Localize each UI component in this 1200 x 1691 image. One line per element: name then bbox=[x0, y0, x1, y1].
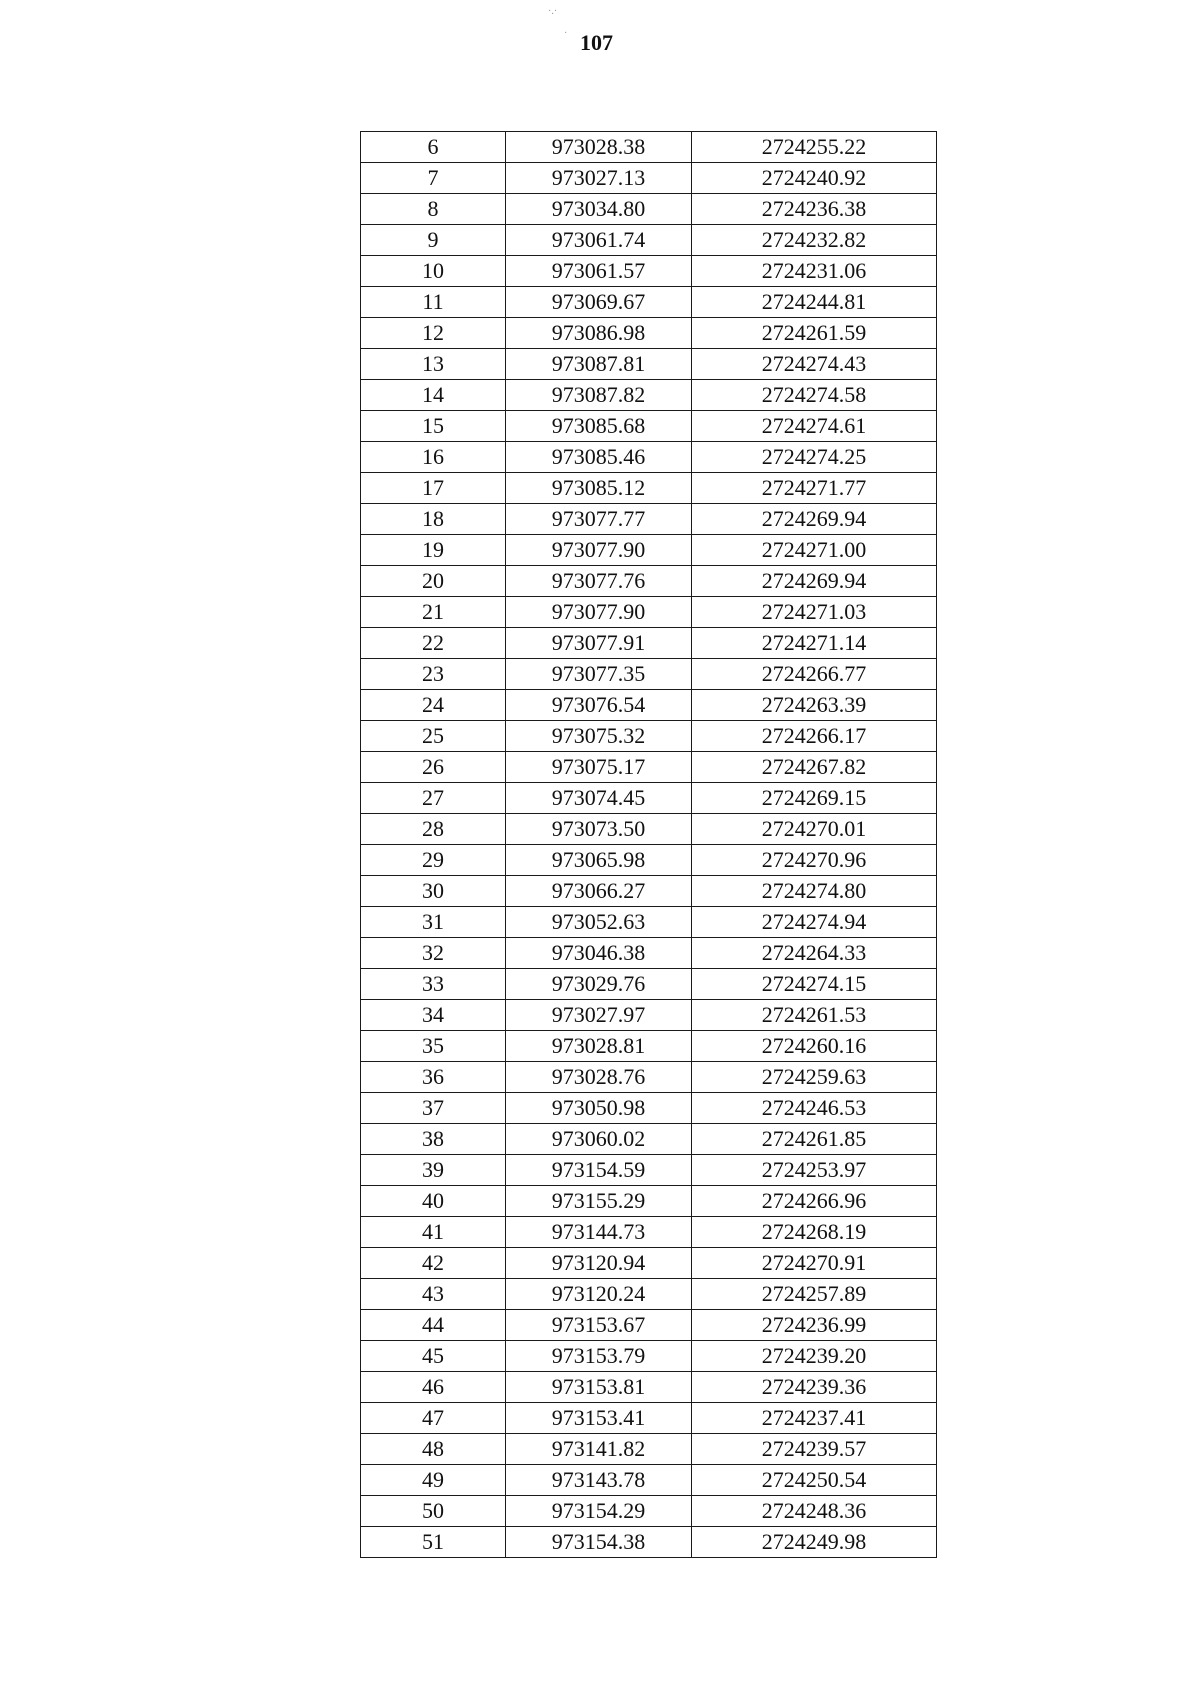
x-coordinate-cell: 973086.98 bbox=[506, 318, 692, 349]
y-coordinate-cell: 2724269.94 bbox=[692, 504, 937, 535]
x-coordinate-cell: 973028.76 bbox=[506, 1062, 692, 1093]
x-coordinate-cell: 973075.32 bbox=[506, 721, 692, 752]
point-number-cell: 35 bbox=[361, 1031, 506, 1062]
table-row bbox=[361, 1403, 937, 1434]
x-coordinate-cell: 973077.77 bbox=[506, 504, 692, 535]
y-coordinate-cell: 2724271.77 bbox=[692, 473, 937, 504]
scan-speck: ·.· bbox=[548, 6, 558, 17]
point-number-cell: 43 bbox=[361, 1279, 506, 1310]
table-row bbox=[361, 876, 937, 907]
y-coordinate-cell: 2724236.99 bbox=[692, 1310, 937, 1341]
table-row bbox=[361, 938, 937, 969]
y-coordinate-cell: 2724248.36 bbox=[692, 1496, 937, 1527]
x-coordinate-cell: 973061.74 bbox=[506, 225, 692, 256]
page-number: 107 bbox=[580, 30, 613, 55]
y-coordinate-cell: 2724268.19 bbox=[692, 1217, 937, 1248]
y-coordinate-cell: 2724270.91 bbox=[692, 1248, 937, 1279]
y-coordinate-cell: 2724253.97 bbox=[692, 1155, 937, 1186]
point-number-cell: 48 bbox=[361, 1434, 506, 1465]
x-coordinate-cell: 973087.81 bbox=[506, 349, 692, 380]
y-coordinate-cell: 2724261.85 bbox=[692, 1124, 937, 1155]
y-coordinate-cell: 2724274.94 bbox=[692, 907, 937, 938]
y-coordinate-cell: 2724261.53 bbox=[692, 1000, 937, 1031]
x-coordinate-cell: 973066.27 bbox=[506, 876, 692, 907]
x-coordinate-cell: 973153.41 bbox=[506, 1403, 692, 1434]
y-coordinate-cell: 2724263.39 bbox=[692, 690, 937, 721]
x-coordinate-cell: 973077.90 bbox=[506, 535, 692, 566]
point-number-cell: 46 bbox=[361, 1372, 506, 1403]
x-coordinate-cell: 973087.82 bbox=[506, 380, 692, 411]
table-row bbox=[361, 1279, 937, 1310]
point-number-cell: 17 bbox=[361, 473, 506, 504]
table-row bbox=[361, 194, 937, 225]
point-number-cell: 24 bbox=[361, 690, 506, 721]
point-number-cell: 12 bbox=[361, 318, 506, 349]
y-coordinate-cell: 2724259.63 bbox=[692, 1062, 937, 1093]
x-coordinate-cell: 973085.68 bbox=[506, 411, 692, 442]
point-number-cell: 29 bbox=[361, 845, 506, 876]
y-coordinate-cell: 2724271.00 bbox=[692, 535, 937, 566]
point-number-cell: 36 bbox=[361, 1062, 506, 1093]
table-row bbox=[361, 752, 937, 783]
table-row bbox=[361, 1031, 937, 1062]
point-number-cell: 9 bbox=[361, 225, 506, 256]
y-coordinate-cell: 2724246.53 bbox=[692, 1093, 937, 1124]
point-number-cell: 11 bbox=[361, 287, 506, 318]
table-row bbox=[361, 380, 937, 411]
y-coordinate-cell: 2724274.25 bbox=[692, 442, 937, 473]
table-row bbox=[361, 969, 937, 1000]
x-coordinate-cell: 973144.73 bbox=[506, 1217, 692, 1248]
point-number-cell: 20 bbox=[361, 566, 506, 597]
x-coordinate-cell: 973077.35 bbox=[506, 659, 692, 690]
point-number-cell: 19 bbox=[361, 535, 506, 566]
table-row bbox=[361, 783, 937, 814]
table-row bbox=[361, 287, 937, 318]
x-coordinate-cell: 973028.38 bbox=[506, 132, 692, 163]
point-number-cell: 15 bbox=[361, 411, 506, 442]
table-row bbox=[361, 1093, 937, 1124]
table-row bbox=[361, 1155, 937, 1186]
x-coordinate-cell: 973052.63 bbox=[506, 907, 692, 938]
point-number-cell: 41 bbox=[361, 1217, 506, 1248]
x-coordinate-cell: 973154.59 bbox=[506, 1155, 692, 1186]
y-coordinate-cell: 2724239.57 bbox=[692, 1434, 937, 1465]
x-coordinate-cell: 973027.97 bbox=[506, 1000, 692, 1031]
table-row bbox=[361, 907, 937, 938]
table-row bbox=[361, 1310, 937, 1341]
table-row bbox=[361, 1124, 937, 1155]
x-coordinate-cell: 973120.24 bbox=[506, 1279, 692, 1310]
table-row bbox=[361, 1527, 937, 1558]
y-coordinate-cell: 2724266.96 bbox=[692, 1186, 937, 1217]
x-coordinate-cell: 973154.29 bbox=[506, 1496, 692, 1527]
point-number-cell: 42 bbox=[361, 1248, 506, 1279]
y-coordinate-cell: 2724270.96 bbox=[692, 845, 937, 876]
y-coordinate-cell: 2724240.92 bbox=[692, 163, 937, 194]
x-coordinate-cell: 973061.57 bbox=[506, 256, 692, 287]
table-row bbox=[361, 845, 937, 876]
x-coordinate-cell: 973034.80 bbox=[506, 194, 692, 225]
x-coordinate-cell: 973153.79 bbox=[506, 1341, 692, 1372]
table-row bbox=[361, 566, 937, 597]
y-coordinate-cell: 2724274.43 bbox=[692, 349, 937, 380]
point-number-cell: 34 bbox=[361, 1000, 506, 1031]
table-row bbox=[361, 814, 937, 845]
table-row bbox=[361, 659, 937, 690]
y-coordinate-cell: 2724269.15 bbox=[692, 783, 937, 814]
point-number-cell: 7 bbox=[361, 163, 506, 194]
x-coordinate-cell: 973050.98 bbox=[506, 1093, 692, 1124]
y-coordinate-cell: 2724237.41 bbox=[692, 1403, 937, 1434]
table-row bbox=[361, 442, 937, 473]
coordinates-table bbox=[360, 131, 937, 1558]
x-coordinate-cell: 973085.46 bbox=[506, 442, 692, 473]
table-row bbox=[361, 1217, 937, 1248]
point-number-cell: 50 bbox=[361, 1496, 506, 1527]
x-coordinate-cell: 973154.38 bbox=[506, 1527, 692, 1558]
x-coordinate-cell: 973077.76 bbox=[506, 566, 692, 597]
point-number-cell: 27 bbox=[361, 783, 506, 814]
table-row bbox=[361, 1341, 937, 1372]
point-number-cell: 31 bbox=[361, 907, 506, 938]
table-row bbox=[361, 597, 937, 628]
x-coordinate-cell: 973073.50 bbox=[506, 814, 692, 845]
y-coordinate-cell: 2724249.98 bbox=[692, 1527, 937, 1558]
point-number-cell: 49 bbox=[361, 1465, 506, 1496]
table-row bbox=[361, 690, 937, 721]
y-coordinate-cell: 2724264.33 bbox=[692, 938, 937, 969]
y-coordinate-cell: 2724261.59 bbox=[692, 318, 937, 349]
x-coordinate-cell: 973155.29 bbox=[506, 1186, 692, 1217]
y-coordinate-cell: 2724260.16 bbox=[692, 1031, 937, 1062]
scan-speck: · bbox=[564, 28, 568, 39]
y-coordinate-cell: 2724274.80 bbox=[692, 876, 937, 907]
y-coordinate-cell: 2724274.58 bbox=[692, 380, 937, 411]
table-row bbox=[361, 1372, 937, 1403]
y-coordinate-cell: 2724269.94 bbox=[692, 566, 937, 597]
point-number-cell: 10 bbox=[361, 256, 506, 287]
point-number-cell: 14 bbox=[361, 380, 506, 411]
x-coordinate-cell: 973085.12 bbox=[506, 473, 692, 504]
x-coordinate-cell: 973046.38 bbox=[506, 938, 692, 969]
point-number-cell: 16 bbox=[361, 442, 506, 473]
x-coordinate-cell: 973069.67 bbox=[506, 287, 692, 318]
table-row bbox=[361, 1496, 937, 1527]
point-number-cell: 38 bbox=[361, 1124, 506, 1155]
table-row bbox=[361, 349, 937, 380]
y-coordinate-cell: 2724250.54 bbox=[692, 1465, 937, 1496]
point-number-cell: 28 bbox=[361, 814, 506, 845]
y-coordinate-cell: 2724270.01 bbox=[692, 814, 937, 845]
table-row bbox=[361, 473, 937, 504]
point-number-cell: 26 bbox=[361, 752, 506, 783]
x-coordinate-cell: 973077.91 bbox=[506, 628, 692, 659]
table-row bbox=[361, 256, 937, 287]
point-number-cell: 45 bbox=[361, 1341, 506, 1372]
point-number-cell: 21 bbox=[361, 597, 506, 628]
point-number-cell: 33 bbox=[361, 969, 506, 1000]
table-row bbox=[361, 225, 937, 256]
x-coordinate-cell: 973076.54 bbox=[506, 690, 692, 721]
table-row bbox=[361, 1062, 937, 1093]
table-row bbox=[361, 132, 937, 163]
point-number-cell: 47 bbox=[361, 1403, 506, 1434]
point-number-cell: 6 bbox=[361, 132, 506, 163]
x-coordinate-cell: 973120.94 bbox=[506, 1248, 692, 1279]
point-number-cell: 51 bbox=[361, 1527, 506, 1558]
x-coordinate-cell: 973028.81 bbox=[506, 1031, 692, 1062]
x-coordinate-cell: 973077.90 bbox=[506, 597, 692, 628]
point-number-cell: 18 bbox=[361, 504, 506, 535]
point-number-cell: 40 bbox=[361, 1186, 506, 1217]
table-row bbox=[361, 411, 937, 442]
y-coordinate-cell: 2724239.20 bbox=[692, 1341, 937, 1372]
table-row bbox=[361, 1465, 937, 1496]
point-number-cell: 44 bbox=[361, 1310, 506, 1341]
table-row bbox=[361, 1248, 937, 1279]
point-number-cell: 8 bbox=[361, 194, 506, 225]
x-coordinate-cell: 973029.76 bbox=[506, 969, 692, 1000]
table-row bbox=[361, 1186, 937, 1217]
y-coordinate-cell: 2724236.38 bbox=[692, 194, 937, 225]
y-coordinate-cell: 2724266.17 bbox=[692, 721, 937, 752]
y-coordinate-cell: 2724239.36 bbox=[692, 1372, 937, 1403]
y-coordinate-cell: 2724274.61 bbox=[692, 411, 937, 442]
table-row bbox=[361, 1000, 937, 1031]
y-coordinate-cell: 2724267.82 bbox=[692, 752, 937, 783]
y-coordinate-cell: 2724231.06 bbox=[692, 256, 937, 287]
y-coordinate-cell: 2724232.82 bbox=[692, 225, 937, 256]
x-coordinate-cell: 973065.98 bbox=[506, 845, 692, 876]
y-coordinate-cell: 2724274.15 bbox=[692, 969, 937, 1000]
x-coordinate-cell: 973153.81 bbox=[506, 1372, 692, 1403]
point-number-cell: 30 bbox=[361, 876, 506, 907]
x-coordinate-cell: 973153.67 bbox=[506, 1310, 692, 1341]
table-body bbox=[361, 132, 937, 1558]
y-coordinate-cell: 2724266.77 bbox=[692, 659, 937, 690]
table-row bbox=[361, 1434, 937, 1465]
x-coordinate-cell: 973027.13 bbox=[506, 163, 692, 194]
table-row bbox=[361, 535, 937, 566]
table-row bbox=[361, 318, 937, 349]
point-number-cell: 32 bbox=[361, 938, 506, 969]
table-row bbox=[361, 504, 937, 535]
y-coordinate-cell: 2724271.03 bbox=[692, 597, 937, 628]
x-coordinate-cell: 973141.82 bbox=[506, 1434, 692, 1465]
table-row bbox=[361, 721, 937, 752]
table-row bbox=[361, 163, 937, 194]
point-number-cell: 23 bbox=[361, 659, 506, 690]
table-row bbox=[361, 628, 937, 659]
y-coordinate-cell: 2724257.89 bbox=[692, 1279, 937, 1310]
point-number-cell: 22 bbox=[361, 628, 506, 659]
x-coordinate-cell: 973074.45 bbox=[506, 783, 692, 814]
y-coordinate-cell: 2724255.22 bbox=[692, 132, 937, 163]
point-number-cell: 37 bbox=[361, 1093, 506, 1124]
point-number-cell: 39 bbox=[361, 1155, 506, 1186]
x-coordinate-cell: 973060.02 bbox=[506, 1124, 692, 1155]
point-number-cell: 25 bbox=[361, 721, 506, 752]
y-coordinate-cell: 2724244.81 bbox=[692, 287, 937, 318]
x-coordinate-cell: 973075.17 bbox=[506, 752, 692, 783]
x-coordinate-cell: 973143.78 bbox=[506, 1465, 692, 1496]
y-coordinate-cell: 2724271.14 bbox=[692, 628, 937, 659]
point-number-cell: 13 bbox=[361, 349, 506, 380]
